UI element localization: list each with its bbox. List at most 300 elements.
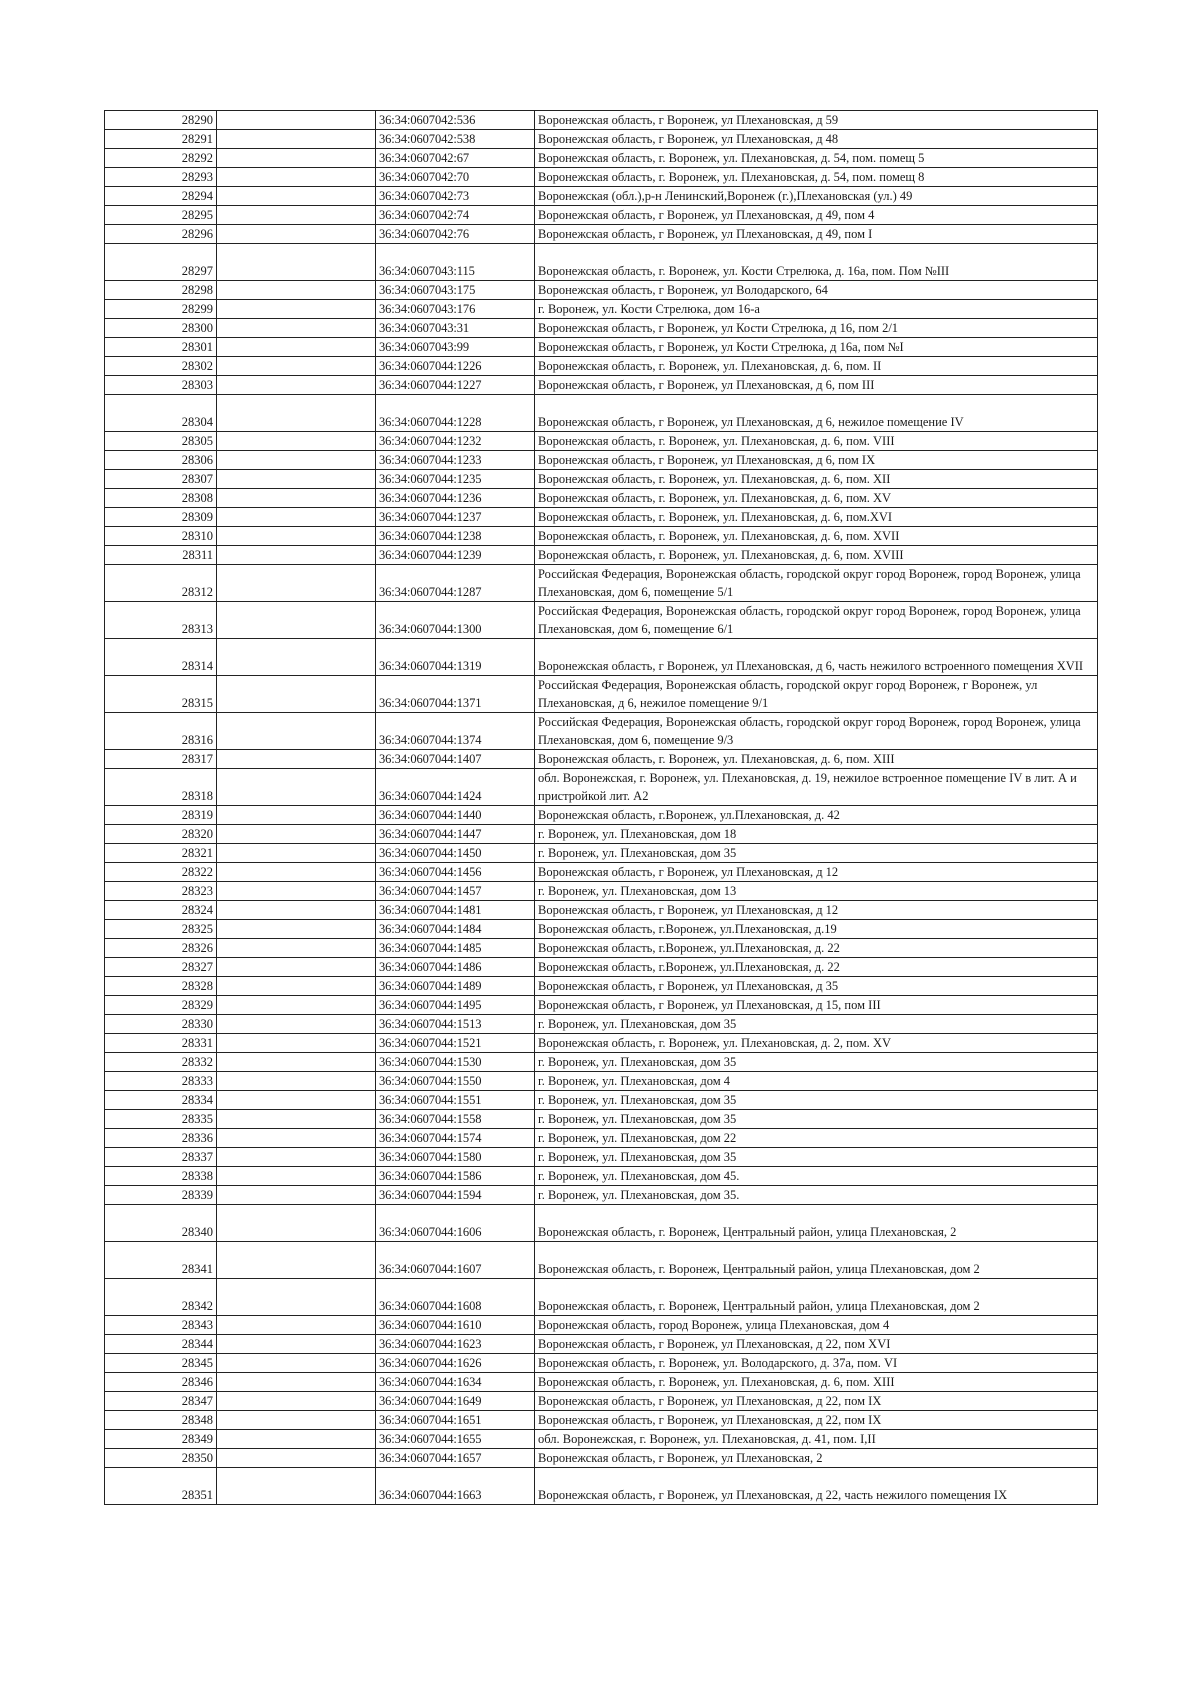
row-number-cell: 28298 [105, 281, 217, 300]
table-row [105, 1091, 1098, 1110]
cadastral-number-cell: 36:34:0607044:1513 [376, 1015, 535, 1034]
table-row [105, 432, 1098, 451]
address-cell: Воронежская область, г. Воронеж, ул. Кости Стрелюка, д. 16а, пом. Пом №III [535, 244, 1098, 281]
row-number-cell: 28344 [105, 1335, 217, 1354]
row-number-cell: 28306 [105, 451, 217, 470]
table-row [105, 1449, 1098, 1468]
address-cell: Российская Федерация, Воронежская область, городской округ город Воронеж, город Воронеж, улица Плехановская, дом 6, помещение 9/3 [535, 713, 1098, 750]
row-number-cell: 28338 [105, 1167, 217, 1186]
row-number-cell: 28297 [105, 244, 217, 281]
table-row [105, 1034, 1098, 1053]
cadastral-number-cell: 36:34:0607044:1649 [376, 1392, 535, 1411]
row-number-cell: 28292 [105, 149, 217, 168]
cadastral-number-cell: 36:34:0607044:1663 [376, 1468, 535, 1505]
address-cell: Воронежская область, г. Воронеж, ул. Плехановская, д. 54, пом. помещ 8 [535, 168, 1098, 187]
table-row [105, 130, 1098, 149]
address-cell: Воронежская область, г. Воронеж, Центральный район, улица Плехановская, 2 [535, 1205, 1098, 1242]
cadastral-number-cell: 36:34:0607044:1226 [376, 357, 535, 376]
address-cell: Воронежская область, г Воронеж, ул Плехановская, д 35 [535, 977, 1098, 996]
row-number-cell: 28311 [105, 546, 217, 565]
address-cell: Воронежская область, г.Воронеж, ул.Плехановская, д. 22 [535, 958, 1098, 977]
cadastral-number-cell: 36:34:0607044:1447 [376, 825, 535, 844]
table-row [105, 996, 1098, 1015]
table-row [105, 149, 1098, 168]
empty-cell [217, 1335, 376, 1354]
cadastral-number-cell: 36:34:0607044:1607 [376, 1242, 535, 1279]
empty-cell [217, 300, 376, 319]
empty-cell [217, 1110, 376, 1129]
cadastral-number-cell: 36:34:0607044:1550 [376, 1072, 535, 1091]
table-row [105, 206, 1098, 225]
address-cell: Воронежская область, г. Воронеж, ул. Плехановская, д. 2, пом. XV [535, 1034, 1098, 1053]
table-row [105, 244, 1098, 281]
cadastral-number-cell: 36:34:0607044:1228 [376, 395, 535, 432]
empty-cell [217, 1129, 376, 1148]
row-number-cell: 28340 [105, 1205, 217, 1242]
empty-cell [217, 676, 376, 713]
cadastral-number-cell: 36:34:0607043:176 [376, 300, 535, 319]
table-row [105, 806, 1098, 825]
table-row [105, 769, 1098, 806]
empty-cell [217, 1091, 376, 1110]
table-row [105, 1373, 1098, 1392]
address-cell: Российская Федерация, Воронежская область, городской округ город Воронеж, город Воронеж, улица Плехановская, дом 6, помещение 5/1 [535, 565, 1098, 602]
row-number-cell: 28308 [105, 489, 217, 508]
address-cell: Воронежская область, г Воронеж, ул Плехановская, д 48 [535, 130, 1098, 149]
table-row [105, 1316, 1098, 1335]
address-cell: Воронежская область, г Воронеж, ул Плехановская, д 6, нежилое помещение IV [535, 395, 1098, 432]
table-row [105, 1110, 1098, 1129]
address-cell: Воронежская область, г. Воронеж, ул. Плехановская, д. 54, пом. помещ 5 [535, 149, 1098, 168]
address-cell: обл. Воронежская, г. Воронеж, ул. Плехановская, д. 41, пом. I,II [535, 1430, 1098, 1449]
empty-cell [217, 863, 376, 882]
cadastral-number-cell: 36:34:0607044:1655 [376, 1430, 535, 1449]
cadastral-number-cell: 36:34:0607044:1495 [376, 996, 535, 1015]
row-number-cell: 28300 [105, 319, 217, 338]
table-row [105, 1430, 1098, 1449]
cadastral-number-cell: 36:34:0607044:1608 [376, 1279, 535, 1316]
empty-cell [217, 750, 376, 769]
cadastral-number-cell: 36:34:0607044:1235 [376, 470, 535, 489]
row-number-cell: 28343 [105, 1316, 217, 1335]
empty-cell [217, 882, 376, 901]
cadastral-number-cell: 36:34:0607044:1574 [376, 1129, 535, 1148]
address-cell: г. Воронеж, ул. Плехановская, дом 4 [535, 1072, 1098, 1091]
empty-cell [217, 639, 376, 676]
row-number-cell: 28310 [105, 527, 217, 546]
empty-cell [217, 1053, 376, 1072]
row-number-cell: 28302 [105, 357, 217, 376]
cadastral-number-cell: 36:34:0607044:1485 [376, 939, 535, 958]
row-number-cell: 28329 [105, 996, 217, 1015]
row-number-cell: 28325 [105, 920, 217, 939]
table-row [105, 825, 1098, 844]
row-number-cell: 28295 [105, 206, 217, 225]
row-number-cell: 28290 [105, 111, 217, 130]
empty-cell [217, 713, 376, 750]
table-row [105, 1205, 1098, 1242]
empty-cell [217, 825, 376, 844]
address-cell: Воронежская область, г. Воронеж, ул. Плехановская, д. 6, пом. XII [535, 470, 1098, 489]
table-row [105, 1072, 1098, 1091]
table-row [105, 451, 1098, 470]
empty-cell [217, 602, 376, 639]
address-cell: Воронежская область, г. Воронеж, ул. Плехановская, д. 6, пом. XVIII [535, 546, 1098, 565]
row-number-cell: 28339 [105, 1186, 217, 1205]
registry-body [105, 111, 1098, 1505]
empty-cell [217, 508, 376, 527]
empty-cell [217, 844, 376, 863]
table-row [105, 713, 1098, 750]
cadastral-number-cell: 36:34:0607044:1371 [376, 676, 535, 713]
empty-cell [217, 338, 376, 357]
table-row [105, 508, 1098, 527]
cadastral-number-cell: 36:34:0607043:31 [376, 319, 535, 338]
row-number-cell: 28315 [105, 676, 217, 713]
address-cell: Воронежская область, г. Воронеж, ул. Плехановская, д. 6, пом. XIII [535, 1373, 1098, 1392]
row-number-cell: 28334 [105, 1091, 217, 1110]
row-number-cell: 28291 [105, 130, 217, 149]
cadastral-number-cell: 36:34:0607044:1634 [376, 1373, 535, 1392]
table-row [105, 1279, 1098, 1316]
cadastral-number-cell: 36:34:0607044:1227 [376, 376, 535, 395]
empty-cell [217, 977, 376, 996]
empty-cell [217, 244, 376, 281]
address-cell: Воронежская область, г Воронеж, ул Плехановская, 2 [535, 1449, 1098, 1468]
table-row [105, 1242, 1098, 1279]
row-number-cell: 28309 [105, 508, 217, 527]
address-cell: г. Воронеж, ул. Плехановская, дом 35 [535, 1091, 1098, 1110]
table-row [105, 939, 1098, 958]
table-row [105, 863, 1098, 882]
cadastral-number-cell: 36:34:0607043:115 [376, 244, 535, 281]
table-row [105, 470, 1098, 489]
table-row [105, 1468, 1098, 1505]
row-number-cell: 28312 [105, 565, 217, 602]
table-row [105, 281, 1098, 300]
empty-cell [217, 1430, 376, 1449]
row-number-cell: 28327 [105, 958, 217, 977]
table-row [105, 168, 1098, 187]
row-number-cell: 28350 [105, 1449, 217, 1468]
table-row [105, 489, 1098, 508]
cadastral-number-cell: 36:34:0607044:1623 [376, 1335, 535, 1354]
cadastral-number-cell: 36:34:0607044:1489 [376, 977, 535, 996]
empty-cell [217, 1316, 376, 1335]
cadastral-number-cell: 36:34:0607044:1300 [376, 602, 535, 639]
address-cell: Воронежская область, город Воронеж, улица Плехановская, дом 4 [535, 1316, 1098, 1335]
empty-cell [217, 451, 376, 470]
cadastral-number-cell: 36:34:0607044:1530 [376, 1053, 535, 1072]
row-number-cell: 28317 [105, 750, 217, 769]
address-cell: Воронежская область, г. Воронеж, ул. Плехановская, д. 6, пом. XV [535, 489, 1098, 508]
row-number-cell: 28293 [105, 168, 217, 187]
empty-cell [217, 225, 376, 244]
cadastral-number-cell: 36:34:0607042:70 [376, 168, 535, 187]
row-number-cell: 28324 [105, 901, 217, 920]
address-cell: Российская Федерация, Воронежская область, городской округ город Воронеж, г Воронеж, ул Плехановская, д 6, нежилое помещение 9/1 [535, 676, 1098, 713]
empty-cell [217, 1468, 376, 1505]
empty-cell [217, 470, 376, 489]
empty-cell [217, 1205, 376, 1242]
address-cell: Воронежская область, г.Воронеж, ул.Плехановская, д.19 [535, 920, 1098, 939]
row-number-cell: 28320 [105, 825, 217, 844]
row-number-cell: 28332 [105, 1053, 217, 1072]
cadastral-number-cell: 36:34:0607044:1481 [376, 901, 535, 920]
row-number-cell: 28347 [105, 1392, 217, 1411]
cadastral-number-cell: 36:34:0607044:1233 [376, 451, 535, 470]
cadastral-number-cell: 36:34:0607044:1626 [376, 1354, 535, 1373]
empty-cell [217, 1186, 376, 1205]
cadastral-number-cell: 36:34:0607044:1232 [376, 432, 535, 451]
table-row [105, 750, 1098, 769]
row-number-cell: 28346 [105, 1373, 217, 1392]
cadastral-number-cell: 36:34:0607044:1486 [376, 958, 535, 977]
address-cell: г. Воронеж, ул. Плехановская, дом 35 [535, 1148, 1098, 1167]
table-row [105, 602, 1098, 639]
empty-cell [217, 769, 376, 806]
table-row [105, 1148, 1098, 1167]
table-row [105, 300, 1098, 319]
row-number-cell: 28333 [105, 1072, 217, 1091]
address-cell: Воронежская область, г.Воронеж, ул.Плехановская, д. 42 [535, 806, 1098, 825]
address-cell: г. Воронеж, ул. Плехановская, дом 35 [535, 844, 1098, 863]
cadastral-number-cell: 36:34:0607044:1586 [376, 1167, 535, 1186]
cadastral-number-cell: 36:34:0607044:1287 [376, 565, 535, 602]
table-row [105, 376, 1098, 395]
address-cell: г. Воронеж, ул. Плехановская, дом 18 [535, 825, 1098, 844]
empty-cell [217, 1072, 376, 1091]
address-cell: Воронежская область, г. Воронеж, ул. Плехановская, д. 6, пом. XVII [535, 527, 1098, 546]
address-cell: г. Воронеж, ул. Плехановская, дом 22 [535, 1129, 1098, 1148]
address-cell: г. Воронеж, ул. Плехановская, дом 35 [535, 1053, 1098, 1072]
address-cell: Воронежская область, г Воронеж, ул Плехановская, д 6, пом III [535, 376, 1098, 395]
table-row [105, 357, 1098, 376]
address-cell: г. Воронеж, ул. Плехановская, дом 35. [535, 1186, 1098, 1205]
row-number-cell: 28336 [105, 1129, 217, 1148]
row-number-cell: 28318 [105, 769, 217, 806]
cadastral-number-cell: 36:34:0607044:1424 [376, 769, 535, 806]
table-row [105, 395, 1098, 432]
empty-cell [217, 1449, 376, 1468]
address-cell: Воронежская область, г Воронеж, ул Кости Стрелюка, д 16, пом 2/1 [535, 319, 1098, 338]
row-number-cell: 28351 [105, 1468, 217, 1505]
address-cell: Воронежская область, г Воронеж, ул Плехановская, д 59 [535, 111, 1098, 130]
cadastral-number-cell: 36:34:0607044:1551 [376, 1091, 535, 1110]
empty-cell [217, 996, 376, 1015]
address-cell: г. Воронеж, ул. Плехановская, дом 13 [535, 882, 1098, 901]
row-number-cell: 28299 [105, 300, 217, 319]
row-number-cell: 28341 [105, 1242, 217, 1279]
empty-cell [217, 281, 376, 300]
table-row [105, 958, 1098, 977]
table-row [105, 338, 1098, 357]
empty-cell [217, 1411, 376, 1430]
row-number-cell: 28316 [105, 713, 217, 750]
table-row [105, 1015, 1098, 1034]
cadastral-number-cell: 36:34:0607044:1657 [376, 1449, 535, 1468]
empty-cell [217, 130, 376, 149]
empty-cell [217, 1279, 376, 1316]
row-number-cell: 28294 [105, 187, 217, 206]
empty-cell [217, 395, 376, 432]
empty-cell [217, 920, 376, 939]
row-number-cell: 28328 [105, 977, 217, 996]
empty-cell [217, 206, 376, 225]
cadastral-number-cell: 36:34:0607044:1374 [376, 713, 535, 750]
address-cell: Российская Федерация, Воронежская область, городской округ город Воронеж, город Воронеж, улица Плехановская, дом 6, помещение 6/1 [535, 602, 1098, 639]
row-number-cell: 28321 [105, 844, 217, 863]
empty-cell [217, 1167, 376, 1186]
row-number-cell: 28313 [105, 602, 217, 639]
address-cell: Воронежская область, г Воронеж, ул Плехановская, д 49, пом 4 [535, 206, 1098, 225]
row-number-cell: 28304 [105, 395, 217, 432]
cadastral-number-cell: 36:34:0607042:67 [376, 149, 535, 168]
empty-cell [217, 806, 376, 825]
row-number-cell: 28330 [105, 1015, 217, 1034]
table-row [105, 546, 1098, 565]
cadastral-number-cell: 36:34:0607044:1239 [376, 546, 535, 565]
address-cell: г. Воронеж, ул. Кости Стрелюка, дом 16-а [535, 300, 1098, 319]
row-number-cell: 28349 [105, 1430, 217, 1449]
table-row [105, 676, 1098, 713]
empty-cell [217, 1015, 376, 1034]
row-number-cell: 28322 [105, 863, 217, 882]
table-row [105, 527, 1098, 546]
row-number-cell: 28345 [105, 1354, 217, 1373]
address-cell: Воронежская область, г Воронеж, ул Плехановская, д 22, пом IX [535, 1411, 1098, 1430]
row-number-cell: 28301 [105, 338, 217, 357]
cadastral-number-cell: 36:34:0607042:74 [376, 206, 535, 225]
table-row [105, 225, 1098, 244]
row-number-cell: 28307 [105, 470, 217, 489]
table-row [105, 1129, 1098, 1148]
table-row [105, 901, 1098, 920]
address-cell: Воронежская область, г Воронеж, ул Плехановская, д 22, часть нежилого помещения IX [535, 1468, 1098, 1505]
row-number-cell: 28303 [105, 376, 217, 395]
table-row [105, 1392, 1098, 1411]
table-row [105, 920, 1098, 939]
table-row [105, 977, 1098, 996]
address-cell: Воронежская область, г. Воронеж, ул. Володарского, д. 37а, пом. VI [535, 1354, 1098, 1373]
empty-cell [217, 168, 376, 187]
cadastral-number-cell: 36:34:0607044:1236 [376, 489, 535, 508]
address-cell: Воронежская область, г Воронеж, ул Плехановская, д 12 [535, 901, 1098, 920]
empty-cell [217, 1242, 376, 1279]
cadastral-number-cell: 36:34:0607044:1594 [376, 1186, 535, 1205]
address-cell: г. Воронеж, ул. Плехановская, дом 35 [535, 1015, 1098, 1034]
address-cell: Воронежская область, г Воронеж, ул Плехановская, д 15, пом III [535, 996, 1098, 1015]
address-cell: Воронежская область, г Воронеж, ул Плехановская, д 12 [535, 863, 1098, 882]
table-row [105, 565, 1098, 602]
empty-cell [217, 527, 376, 546]
cadastral-number-cell: 36:34:0607044:1610 [376, 1316, 535, 1335]
empty-cell [217, 1034, 376, 1053]
table-row [105, 1411, 1098, 1430]
address-cell: Воронежская область, г.Воронеж, ул.Плехановская, д. 22 [535, 939, 1098, 958]
address-cell: Воронежская область, г Воронеж, ул Володарского, 64 [535, 281, 1098, 300]
cadastral-number-cell: 36:34:0607044:1606 [376, 1205, 535, 1242]
address-cell: Воронежская область, г Воронеж, ул Плехановская, д 49, пом I [535, 225, 1098, 244]
cadastral-number-cell: 36:34:0607044:1651 [376, 1411, 535, 1430]
empty-cell [217, 1354, 376, 1373]
table-row [105, 187, 1098, 206]
row-number-cell: 28335 [105, 1110, 217, 1129]
empty-cell [217, 1392, 376, 1411]
row-number-cell: 28348 [105, 1411, 217, 1430]
address-cell: обл. Воронежская, г. Воронеж, ул. Плехановская, д. 19, нежилое встроенное помещение IV в лит. А и пристройкой лит. А2 [535, 769, 1098, 806]
cadastral-number-cell: 36:34:0607044:1521 [376, 1034, 535, 1053]
cadastral-number-cell: 36:34:0607044:1319 [376, 639, 535, 676]
empty-cell [217, 319, 376, 338]
address-cell: Воронежская область, г Воронеж, ул Плехановская, д 22, пом IX [535, 1392, 1098, 1411]
address-cell: Воронежская область, г Воронеж, ул Плехановская, д 6, пом IX [535, 451, 1098, 470]
address-cell: Воронежская область, г. Воронеж, Центральный район, улица Плехановская, дом 2 [535, 1242, 1098, 1279]
table-row [105, 1354, 1098, 1373]
cadastral-number-cell: 36:34:0607044:1457 [376, 882, 535, 901]
empty-cell [217, 565, 376, 602]
cadastral-number-cell: 36:34:0607044:1238 [376, 527, 535, 546]
table-row [105, 844, 1098, 863]
cadastral-number-cell: 36:34:0607044:1484 [376, 920, 535, 939]
row-number-cell: 28342 [105, 1279, 217, 1316]
cadastral-number-cell: 36:34:0607042:76 [376, 225, 535, 244]
empty-cell [217, 901, 376, 920]
cadastral-number-cell: 36:34:0607044:1456 [376, 863, 535, 882]
row-number-cell: 28337 [105, 1148, 217, 1167]
address-cell: г. Воронеж, ул. Плехановская, дом 45. [535, 1167, 1098, 1186]
cadastral-number-cell: 36:34:0607043:99 [376, 338, 535, 357]
empty-cell [217, 1373, 376, 1392]
empty-cell [217, 432, 376, 451]
empty-cell [217, 489, 376, 508]
address-cell: Воронежская область, г Воронеж, ул Кости Стрелюка, д 16а, пом №I [535, 338, 1098, 357]
address-cell: Воронежская область, г. Воронеж, ул. Плехановская, д. 6, пом. II [535, 357, 1098, 376]
table-row [105, 1335, 1098, 1354]
cadastral-number-cell: 36:34:0607044:1450 [376, 844, 535, 863]
row-number-cell: 28296 [105, 225, 217, 244]
row-number-cell: 28305 [105, 432, 217, 451]
cadastral-number-cell: 36:34:0607042:538 [376, 130, 535, 149]
row-number-cell: 28319 [105, 806, 217, 825]
address-cell: Воронежская область, г. Воронеж, ул. Плехановская, д. 6, пом. XIII [535, 750, 1098, 769]
row-number-cell: 28314 [105, 639, 217, 676]
registry-table [104, 110, 1098, 1505]
address-cell: Воронежская область, г. Воронеж, ул. Плехановская, д. 6, пом. VIII [535, 432, 1098, 451]
cadastral-number-cell: 36:34:0607044:1558 [376, 1110, 535, 1129]
address-cell: г. Воронеж, ул. Плехановская, дом 35 [535, 1110, 1098, 1129]
address-cell: Воронежская область, г Воронеж, ул Плехановская, д 22, пом XVI [535, 1335, 1098, 1354]
row-number-cell: 28331 [105, 1034, 217, 1053]
table-row [105, 882, 1098, 901]
cadastral-number-cell: 36:34:0607042:73 [376, 187, 535, 206]
empty-cell [217, 1148, 376, 1167]
row-number-cell: 28326 [105, 939, 217, 958]
empty-cell [217, 958, 376, 977]
empty-cell [217, 939, 376, 958]
table-row [105, 319, 1098, 338]
table-row [105, 639, 1098, 676]
cadastral-number-cell: 36:34:0607043:175 [376, 281, 535, 300]
table-row [105, 1186, 1098, 1205]
table-row [105, 1167, 1098, 1186]
empty-cell [217, 376, 376, 395]
address-cell: Воронежская область, г. Воронеж, Центральный район, улица Плехановская, дом 2 [535, 1279, 1098, 1316]
empty-cell [217, 111, 376, 130]
empty-cell [217, 357, 376, 376]
table-row [105, 111, 1098, 130]
cadastral-number-cell: 36:34:0607044:1407 [376, 750, 535, 769]
